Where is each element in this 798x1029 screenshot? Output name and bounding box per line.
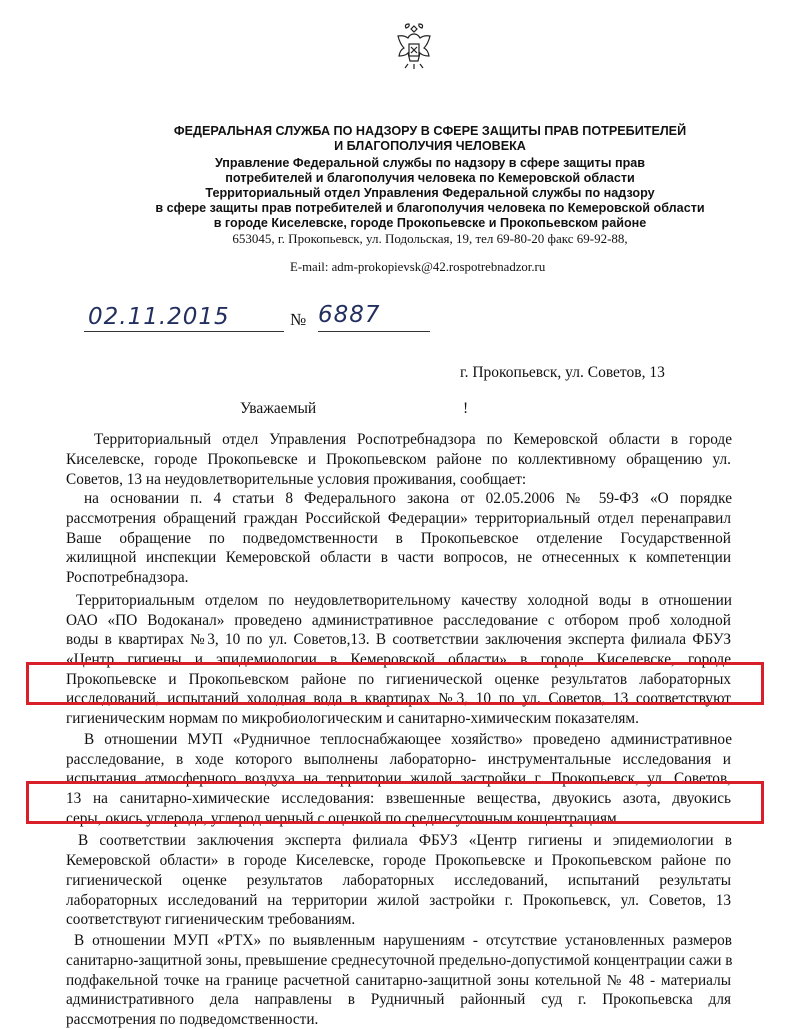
body-line: рассмотрения обращений граждан Российской Федерации» территориальный отдел перенаправил	[66, 510, 731, 527]
department-address: 653045, г. Прокопьевск, ул. Подольская, 19, тел 69-80-20 факс 69-92-88,	[232, 231, 628, 246]
body-line: Киселевске, городе Прокопьевске и Прокопьевском районе по коллективному обращению ул.	[66, 450, 731, 468]
body-line: исследований, испытаний холодная вода в квартирах №3, 10 по ул. Советов, 13 соответствуют	[66, 690, 731, 708]
body-line: лабораторных исследований на территории жилой застройки г. Прокопьевск, ул. Советов, 13	[66, 891, 731, 909]
body-line: гигиенической оценке результатов лабораторных исследований, испытаний результаты	[66, 871, 731, 889]
number-sign: №	[290, 310, 307, 329]
body-line: рассмотрения по подведомственности.	[66, 1011, 319, 1028]
body-line: испытания атмосферного воздуха на территории жилой застройки г. Прокопьевск, ул. Советов,	[66, 770, 731, 788]
body-line: Роспотребнадзора.	[66, 569, 189, 587]
body-line: 13 на санитарно-химические исследования: взвешенные вещества, двуокись азота, двуокись	[66, 790, 731, 808]
body-line: санитарно-защитной зоны, превышение среднесуточной предельно-допустимой концентрации сажи в	[66, 951, 733, 969]
coat-of-arms-icon	[392, 20, 436, 70]
body-line: Территориальный отдел Управления Роспотребнадзора по Кемеровской области в городе	[94, 431, 732, 448]
body-line: Советов, 13 на неудовлетворительные условия проживания, сообщает:	[66, 470, 527, 488]
department-line: Управление Федеральной службы по надзору в сфере защиты прав	[214, 156, 646, 170]
email-line: E-mail: adm-prokopievsk@42.rospotrebnadzor.ru	[290, 260, 546, 274]
department-block	[150, 156, 710, 246]
body-line: В отношении МУП «Рудничное теплоснабжающее хозяйство» проведено административное	[84, 730, 732, 748]
highlight-box-water	[26, 662, 764, 705]
body-line: соответствуют гигиеническим требованиям.	[66, 911, 356, 929]
body-line: ОАО «ПО Водоканал» проведено административное расследование с отбором проб холодной	[66, 611, 731, 629]
body-line: Ваше обращение по подведомственности в Прокопьевское отделение Государственной	[66, 529, 731, 547]
body-line: на основании п. 4 статьи 8 Федерального закона от 02.05.2006 № 59-ФЗ «О порядке	[84, 490, 732, 508]
recipient-address: г. Прокопьевск, ул. Советов, 13	[460, 364, 665, 381]
body-line: административного дела направлены в Рудничный районный суд г. Прокопьевска для	[66, 991, 731, 1009]
department-line: Территориальный отдел Управления Федеральной службы по надзору	[205, 186, 655, 200]
agency-line: ФЕДЕРАЛЬНАЯ СЛУЖБА ПО НАДЗОРУ В СФЕРЕ ЗАЩИТЫ ПРАВ ПОТРЕБИТЕЛЕЙ	[173, 124, 687, 138]
body-line: воды в квартирах №3, 10 по ул. Советов,13. В соответствии заключения эксперта филиала ФБУЗ	[66, 631, 731, 649]
handwritten-number: 6887	[318, 302, 381, 328]
body-line: Территориальным отделом по неудовлетворительному качеству холодной воды в отношении	[76, 591, 732, 609]
body-line: жилищной инспекции Кемеровской области в части вопросов, не отнесенных к компетенции	[66, 549, 731, 567]
greeting: Уважаемый	[240, 400, 317, 417]
body-line: гигиеническим нормам по микробиологическим и санитарно-химическим показателям.	[66, 710, 639, 728]
department-line: в городе Киселевске, городе Прокопьевске и Прокопьевском районе	[213, 216, 647, 230]
department-line: потребителей и благополучия человека по Кемеровской области	[225, 171, 635, 185]
greeting-exclamation: !	[463, 400, 469, 417]
body-line: В соответствии заключения эксперта филиала ФБУЗ «Центр гигиены и эпидемиологии в	[78, 832, 732, 850]
handwritten-date: 02.11.2015	[88, 304, 230, 330]
department-line: в сфере защиты прав потребителей и благополучия человека по Кемеровской области	[155, 201, 705, 215]
body-line: серы, окись углерода, углерод черный с оценкой по среднесуточным концентрациям.	[66, 809, 621, 827]
body-line: «Центр гигиены и эпидемиологии в Кемеровской области» в городе Киселевске, городе	[66, 651, 731, 668]
body-line: Прокопьевске и Прокопьевском районе по гигиенической оценке результатов лабораторных	[66, 670, 731, 688]
body-line: подфакельной точке на границе расчетной санитарно-защитной зоны котельной № 48 - материалы	[66, 971, 731, 989]
highlight-box-air	[26, 781, 764, 825]
body-line: В отношении МУП «РТХ» по выявленным нарушениям - отсутствие установленных размеров	[74, 932, 732, 949]
body-line: Кемеровской области» в городе Киселевске, городе Прокопьевске и Прокопьевском районе по	[66, 852, 731, 870]
body-line: расследование, в ходе которого выполнены лабораторно- инструментальные исследования и	[66, 750, 731, 768]
agency-title	[150, 124, 710, 154]
agency-line: И БЛАГОПОЛУЧИЯ ЧЕЛОВЕКА	[334, 139, 526, 153]
date-underline	[84, 331, 284, 332]
number-underline	[318, 331, 430, 332]
